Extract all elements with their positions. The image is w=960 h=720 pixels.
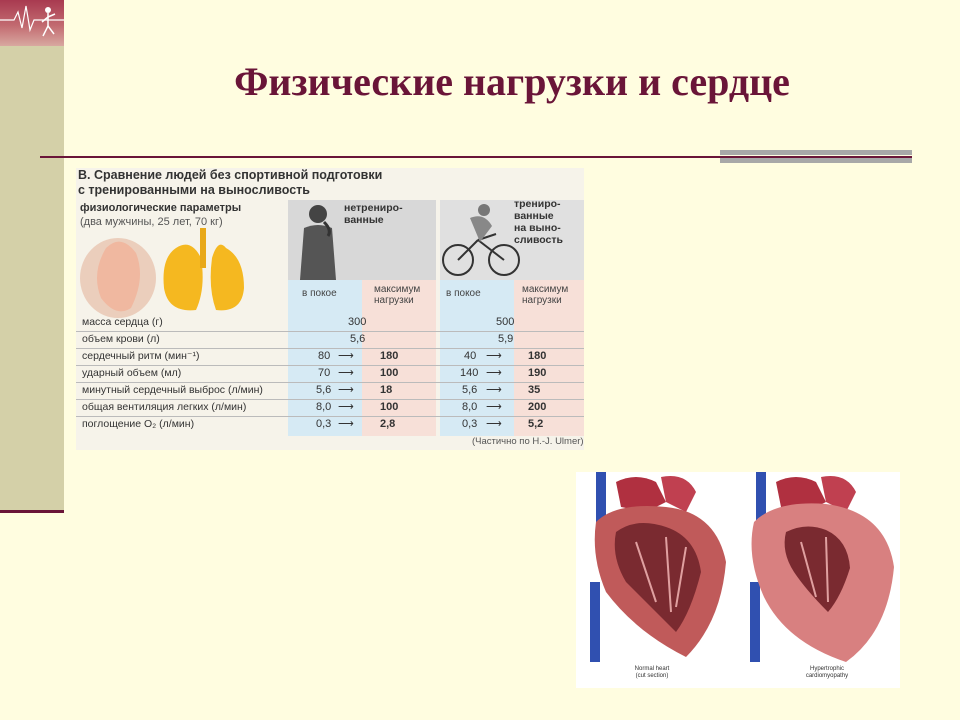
slide-title: Физические нагрузки и сердце <box>234 59 790 104</box>
untrained-max-value: 2,8 <box>380 418 396 430</box>
table-row <box>76 331 584 349</box>
arrow-icon: ⟶ <box>486 418 502 430</box>
heart-lungs-illustration <box>76 228 286 320</box>
ecg-icon <box>0 0 64 46</box>
arrow-icon: ⟶ <box>486 384 502 396</box>
untrained-max-value: 180 <box>380 350 399 362</box>
figure-header <box>78 168 382 198</box>
divider-gray-accent <box>720 150 912 166</box>
trained-max-value: 180 <box>528 350 547 362</box>
untrained-rest-value: 8,0 <box>316 401 332 413</box>
trained-rest-value: 8,0 <box>462 401 478 413</box>
figure-credit: (Частично по H.-J. Ulmer) <box>472 436 584 447</box>
row-label: ударный объем (мл) <box>82 367 182 379</box>
normal-heart-caption: Normal heart (cut section) <box>634 666 670 679</box>
arrow-icon: ⟶ <box>338 418 354 430</box>
table-row <box>76 382 584 400</box>
corner-ecg-image <box>0 0 64 46</box>
trained-rest-value: 140 <box>460 367 479 379</box>
arrow-icon: ⟶ <box>338 367 354 379</box>
trained-max-value: 190 <box>528 367 547 379</box>
table-row <box>76 365 584 383</box>
arrow-icon: ⟶ <box>486 350 502 362</box>
row-label: объем крови (л) <box>82 333 160 345</box>
arrow-icon: ⟶ <box>338 401 354 413</box>
arrow-icon: ⟶ <box>486 401 502 413</box>
trained-value: 5,9 <box>498 333 514 345</box>
table-row <box>76 314 584 332</box>
trained-max-value: 5,2 <box>528 418 544 430</box>
row-label: поглощение O₂ (л/мин) <box>82 418 195 430</box>
left-band-underline <box>0 510 64 513</box>
untrained-value: 300 <box>348 316 367 328</box>
trained-label: трениро- ванные на выно- сливость <box>514 198 563 246</box>
untrained-value: 5,6 <box>350 333 366 345</box>
untrained-rest-value: 80 <box>318 350 331 362</box>
untrained-max-value: 18 <box>380 384 393 396</box>
cyclist-icon <box>440 200 524 280</box>
table-row <box>76 399 584 417</box>
figure-header-line2: с тренированными на выносливость <box>78 183 310 197</box>
row-label: общая вентиляция легких (л/мин) <box>82 401 247 413</box>
trained-rest-value: 5,6 <box>462 384 478 396</box>
untrained-label: нетрениро- ванные <box>344 202 403 226</box>
untrained-rest-value: 5,6 <box>316 384 332 396</box>
params-title: физиологические параметры <box>80 202 242 214</box>
untrained-rest-value: 70 <box>318 367 331 379</box>
params-subtitle: (два мужчины, 25 лет, 70 кг) <box>80 216 223 228</box>
table-row <box>76 416 584 433</box>
table-row <box>76 348 584 366</box>
row-label: сердечный ритм (мин⁻¹) <box>82 350 200 362</box>
untrained-max-value: 100 <box>380 367 399 379</box>
trained-rest-value: 0,3 <box>462 418 478 430</box>
arrow-icon: ⟶ <box>486 367 502 379</box>
row-label: масса сердца (г) <box>82 316 163 328</box>
untrained-max-value: 100 <box>380 401 399 413</box>
figure-header-line1: В. Сравнение людей без спортивной подготовки <box>78 168 383 182</box>
trained-rest-value: 40 <box>464 350 477 362</box>
trained-max-value: 200 <box>528 401 547 413</box>
hearts-illustration <box>576 472 900 662</box>
left-decor-band <box>0 0 64 513</box>
trained-rest-header: в покое <box>446 288 481 299</box>
untrained-rest-header: в покое <box>302 288 337 299</box>
untrained-max-header: максимум нагрузки <box>374 284 421 306</box>
arrow-icon: ⟶ <box>338 384 354 396</box>
trained-value: 500 <box>496 316 515 328</box>
arrow-icon: ⟶ <box>338 350 354 362</box>
trained-max-value: 35 <box>528 384 541 396</box>
trained-max-header: максимум нагрузки <box>522 284 569 306</box>
hypertrophic-heart-caption: Hypertrophic cardiomyopathy <box>805 666 849 679</box>
row-label: минутный сердечный выброс (л/мин) <box>82 384 263 396</box>
standing-man-icon <box>288 200 348 280</box>
comparison-figure <box>76 168 584 450</box>
untrained-rest-value: 0,3 <box>316 418 332 430</box>
heart-comparison-image <box>576 472 900 688</box>
